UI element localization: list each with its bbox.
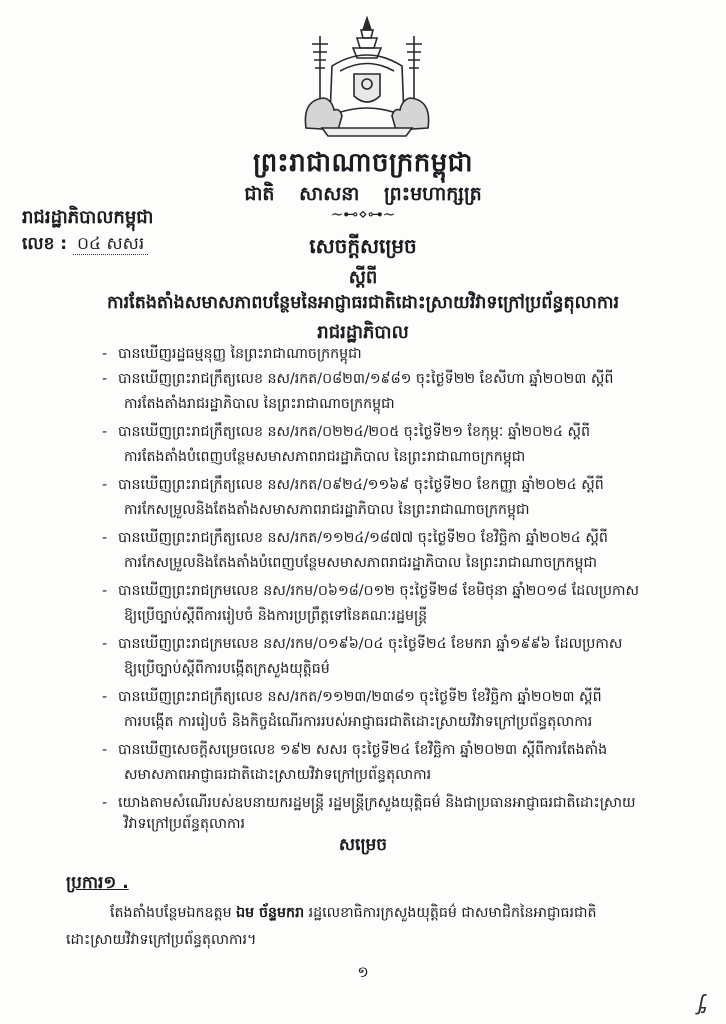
preamble-item-continued: ការតែងតាំងរាជរដ្ឋាភិបាល នៃព្រះរាជាណាចក្រកម្ពុជា	[124, 396, 395, 412]
preamble-item-continued: ការតែងតាំងបំពេញបន្ថែមសមាសភាពរាជរដ្ឋាភិបាល នៃព្រះរាជាណាចក្រកម្ពុជា	[124, 449, 526, 465]
royal-coat-of-arms-icon	[292, 16, 442, 141]
decision-title: សេចក្តីសម្រេច	[309, 234, 417, 258]
preamble-item-continued: វិវាទក្រៅប្រព័ន្ធតុលាការ	[124, 816, 246, 832]
handwritten-initial: ᶋ	[698, 991, 707, 1016]
about-label: ស្តីពី	[348, 267, 378, 288]
ornament-divider: ~⊷⋄⊶~	[330, 205, 396, 223]
page-number: ១	[357, 963, 369, 981]
preamble-item: - បានឃើញព្រះរាជក្រមលេខ នស/រកម/០១៩៦/០៤ ចុះថ្ងៃទី២៤ ខែមករា ឆ្នាំ១៩៩៦ ដែលប្រកាស	[102, 636, 623, 652]
article-label: ប្រការ១ .	[66, 873, 129, 893]
preamble-item: - បានឃើញព្រះរាជក្រឹត្យលេខ នស/រកត/១១២៤/១៨៧៧ ចុះថ្ងៃទី២០ ខែវិច្ឆិកា ឆ្នាំ២០២៤ ស្តីពី	[102, 530, 608, 546]
preamble-item: - បានឃើញព្រះរាជក្រឹត្យលេខ នស/រកត/០៨២៣/១៩៨១ ចុះថ្ងៃទី២២ ខែសីហា ឆ្នាំ២០២៣ ស្តីពី	[102, 371, 614, 387]
preamble-item: - យោងតាមសំណើរបស់ឧបនាយករដ្ឋមន្ត្រី រដ្ឋមន្ត្រីក្រសួងយុត្តិធម៌ និងជាប្រធានអាជ្ញាធរជាតិដោះស្រាយ	[102, 795, 636, 811]
preamble-item-continued: សមាសភាពអាជ្ញាធរជាតិដោះស្រាយវិវាទក្រៅប្រព័ន្ធតុលាការ	[124, 767, 432, 783]
article-text: តែងតាំងបន្ថែមឯកឧត្តម ឯម ច័ន្ទមករា រដ្ឋលេខាធិការក្រសួងយុត្តិធម៌ ជាសមាជិកនៃអាជ្ញាធរជាតិ	[110, 905, 597, 921]
national-motto: ជាតិ សាសនា ព្រះមហាក្សត្រ	[244, 183, 482, 205]
decision-heading: សម្រេច	[338, 835, 388, 855]
issuing-authority: រាជរដ្ឋាភិបាលកម្ពុជា	[22, 207, 154, 228]
preamble-item-continued: ឱ្យប្រើច្បាប់ស្តីពីការរៀបចំ និងការប្រព្រឹត្តទៅនៃគណៈរដ្ឋមន្ត្រី	[124, 608, 428, 624]
subject-line-2: រាជរដ្ឋាភិបាល	[317, 322, 409, 343]
preamble-item-continued: ឱ្យប្រើច្បាប់ស្តីពីការបង្កើតក្រសួងយុត្តិធម៌	[124, 661, 330, 677]
preamble-item: - បានឃើញសេចក្តីសម្រេចលេខ ១៩២ សសរ ចុះថ្ងៃទី២៤ ខែវិច្ឆិកា ឆ្នាំ២០២៣ ស្តីពីការតែងតាំង	[102, 742, 608, 758]
appointee-name: ឯម ច័ន្ទមករា	[236, 905, 305, 921]
preamble-item-continued: ការបង្កើត ការរៀបចំ និងកិច្ចដំណើរការរបស់អាជ្ញាធរជាតិដោះស្រាយវិវាទក្រៅប្រព័ន្ធតុលាការ	[124, 714, 593, 730]
article-text-continued: ដោះស្រាយវិវាទក្រៅប្រព័ន្ធតុលាការ។	[66, 932, 257, 948]
preamble-item-continued: ការកែសម្រួលនិងតែងតាំងបំពេញបន្ថែមសមាសភាពរាជរដ្ឋាភិបាល នៃព្រះរាជាណាចក្រកម្ពុជា	[124, 555, 598, 571]
preamble-item: - បានឃើញព្រះរាជក្រមលេខ នស/រកម/០៦១៨/០១២ ចុះថ្ងៃទី២៨ ខែមិថុនា ឆ្នាំ២០១៨ ដែលប្រកាស	[102, 583, 639, 599]
preamble-item: - បានឃើញព្រះរាជក្រឹត្យលេខ នស/រកត/០៩២៤/១១៦៩ ចុះថ្ងៃទី២០ ខែកញ្ញា ឆ្នាំ២០២៤ ស្តីពី	[102, 477, 604, 493]
preamble-item: - បានឃើញព្រះរាជក្រឹត្យលេខ នស/រកត/០២២៤/២០៥ ចុះថ្ងៃទី២១ ខែកុម្ភៈ ឆ្នាំ២០២៤ ស្តីពី	[102, 424, 590, 440]
reference-label: លេខ :	[22, 234, 68, 254]
preamble-item: - បានឃើញរដ្ឋធម្មនុញ្ញ នៃព្រះរាជាណាចក្រកម្ពុជា	[102, 346, 362, 362]
kingdom-heading: ព្រះរាជាណាចក្រកម្ពុជា	[253, 148, 473, 178]
preamble-item-continued: ការកែសម្រួលនិងតែងតាំងសមាសភាពរាជរដ្ឋាភិបាល នៃព្រះរាជាណាចក្រកម្ពុជា	[124, 502, 530, 518]
preamble-item: - បានឃើញព្រះរាជក្រឹត្យលេខ នស/រកត/១១២៣/២៣៨១ ចុះថ្ងៃទី២ ខែវិច្ឆិកា ឆ្នាំ២០២៣ ស្តីពី	[102, 689, 602, 705]
subject-line-1: ការតែងតាំងសមាសភាពបន្ថែមនៃអាជ្ញាធរជាតិដោះស្រាយវិវាទក្រៅប្រព័ន្ធតុលាការ	[106, 293, 620, 313]
reference-value: ០៤ សសរ	[73, 234, 148, 255]
